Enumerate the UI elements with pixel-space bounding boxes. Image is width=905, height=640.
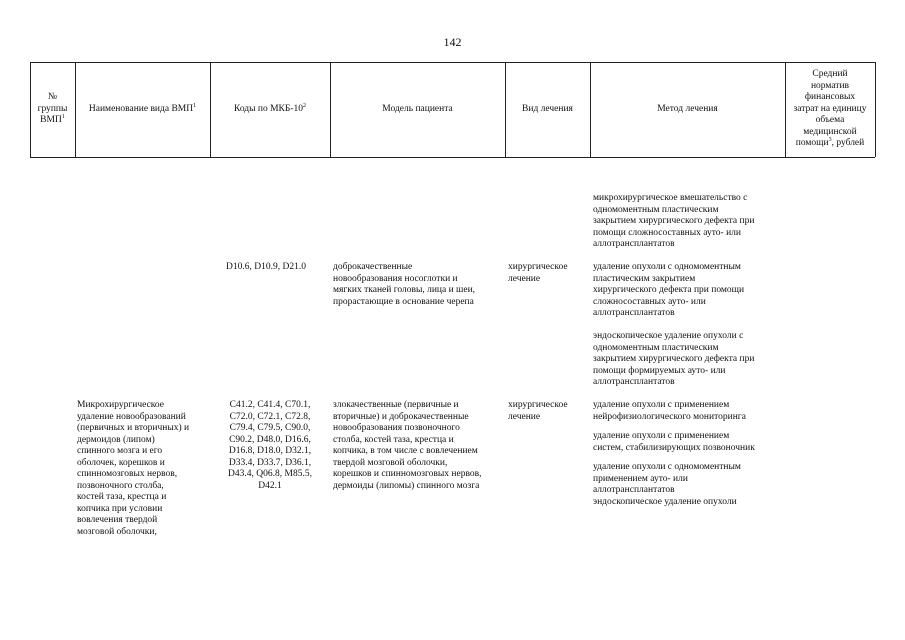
method-item: удаление опухоли с применением систем, стабилизирующих позвоночник bbox=[593, 431, 755, 453]
header-group-number: № группы ВМП$^1$ bbox=[37, 92, 68, 126]
header-divider bbox=[875, 62, 876, 157]
header-treatment-method: Метод лечения bbox=[657, 103, 718, 114]
patient-model-cell: доброкачественные новообразования носоглотки и мягких тканей головы, лица и шеи, прорастающие в основание черепа bbox=[333, 262, 476, 307]
icd-codes-cell: D10.6, D10.9, D21.0 bbox=[226, 262, 306, 272]
method-item: удаление опухоли с одномоментным применением ауто- или аллотрансплантатов bbox=[593, 462, 741, 495]
table-header-bottom-rule bbox=[30, 157, 875, 158]
patient-model-cell: злокачественные (первичные и вторичные) и доброкачественные новообразования позвоночного столба, костей таза, крестца и копчика, в том числе с вовлечением твердой мозговой оболочки, корешков и спинномозговых нервов, дермоиды (липомы) спинного мозга bbox=[333, 400, 482, 491]
icd-codes-cell: C41.2, C41.4, C70.1, C72.0, C72.1, C72.8, C79.4, C79.5, C90.0, C90.2, D48.0, D16.6, D16.8, D18.0, D32.1, D33.4, D33.7, D36.1, D43.4, Q06.8, M85.5, D42.1 bbox=[228, 400, 312, 491]
header-vmp-name: Наименование вида ВМП$^1$ bbox=[88, 102, 197, 114]
treatment-type-cell: хирургическое лечение bbox=[508, 400, 568, 422]
page-number: 142 bbox=[443, 35, 462, 49]
method-item: удаление опухоли с применением нейрофизиологического мониторинга bbox=[593, 400, 746, 422]
method-item: удаление опухоли с одномоментным пластическим закрытием хирургического дефекта при помощи сложносоставных ауто- или аллотрансплантатов bbox=[593, 262, 745, 318]
header-average-cost: Средний норматив финансовых затрат на единицу объема медицинской помощи$^3$, рублей bbox=[793, 69, 867, 149]
header-patient-model: Модель пациента bbox=[382, 103, 453, 114]
method-item: эндоскопическое удаление опухоли с одномоментным пластическим закрытием хирургического дефекта при помощи формируемых ауто- или аллотрансплантатов bbox=[593, 331, 755, 387]
method-item: эндоскопическое удаление опухоли bbox=[593, 497, 737, 507]
treatment-type-cell: хирургическое лечение bbox=[508, 262, 568, 284]
header-treatment-type: Вид лечения bbox=[522, 103, 573, 114]
vmp-name-cell: Микрохирургическое удаление новообразований (первичных и вторичных) и дермоидов (липом) спинного мозга и его оболочек, корешков и спинномозговых нервов, позвоночного столба, костей таза, крестца и копчика при условии вовлечения твердой мозговой оболочки, bbox=[77, 400, 190, 537]
header-icd-codes: Коды по МКБ-$10^2$ bbox=[233, 102, 307, 114]
method-item: микрохирургическое вмешательство с одномоментным пластическим закрытием хирургического дефекта при помощи сложносоставных ауто- или аллотрансплантатов bbox=[593, 193, 755, 249]
